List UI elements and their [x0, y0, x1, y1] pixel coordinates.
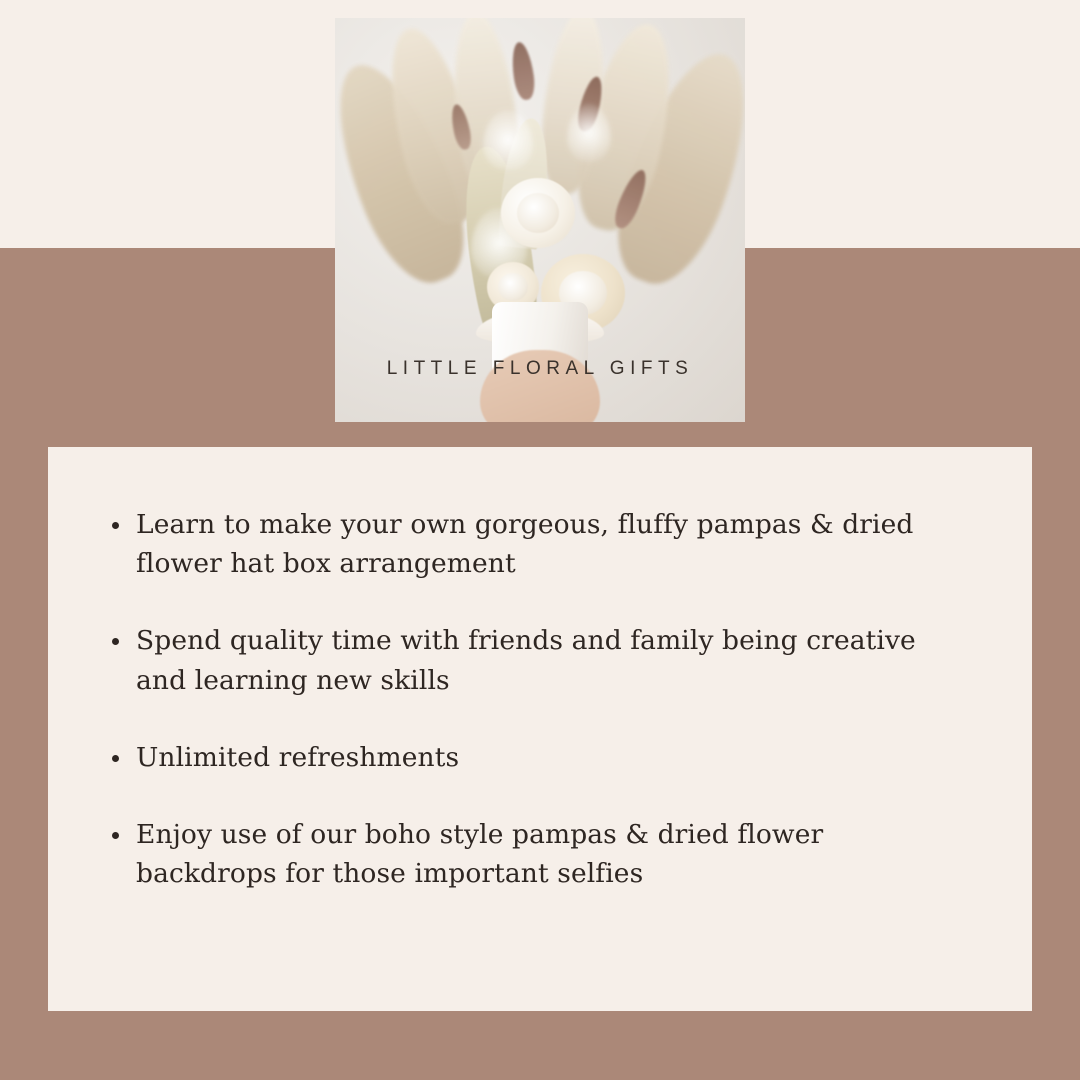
list-item: Learn to make your own gorgeous, fluffy pampas & dried flower hat box arrangement: [108, 505, 972, 583]
list-item: Unlimited refreshments: [108, 738, 972, 777]
details-panel: [48, 447, 1032, 1011]
white-rose-icon: [501, 178, 575, 248]
brand-title: LITTLE FLORAL GIFTS: [386, 358, 694, 379]
list-item: Spend quality time with friends and family being creative and learning new skills: [108, 621, 972, 699]
bullet-list: [108, 505, 972, 894]
list-item: Enjoy use of our boho style pampas & dried flower backdrops for those important selfies: [108, 815, 972, 893]
